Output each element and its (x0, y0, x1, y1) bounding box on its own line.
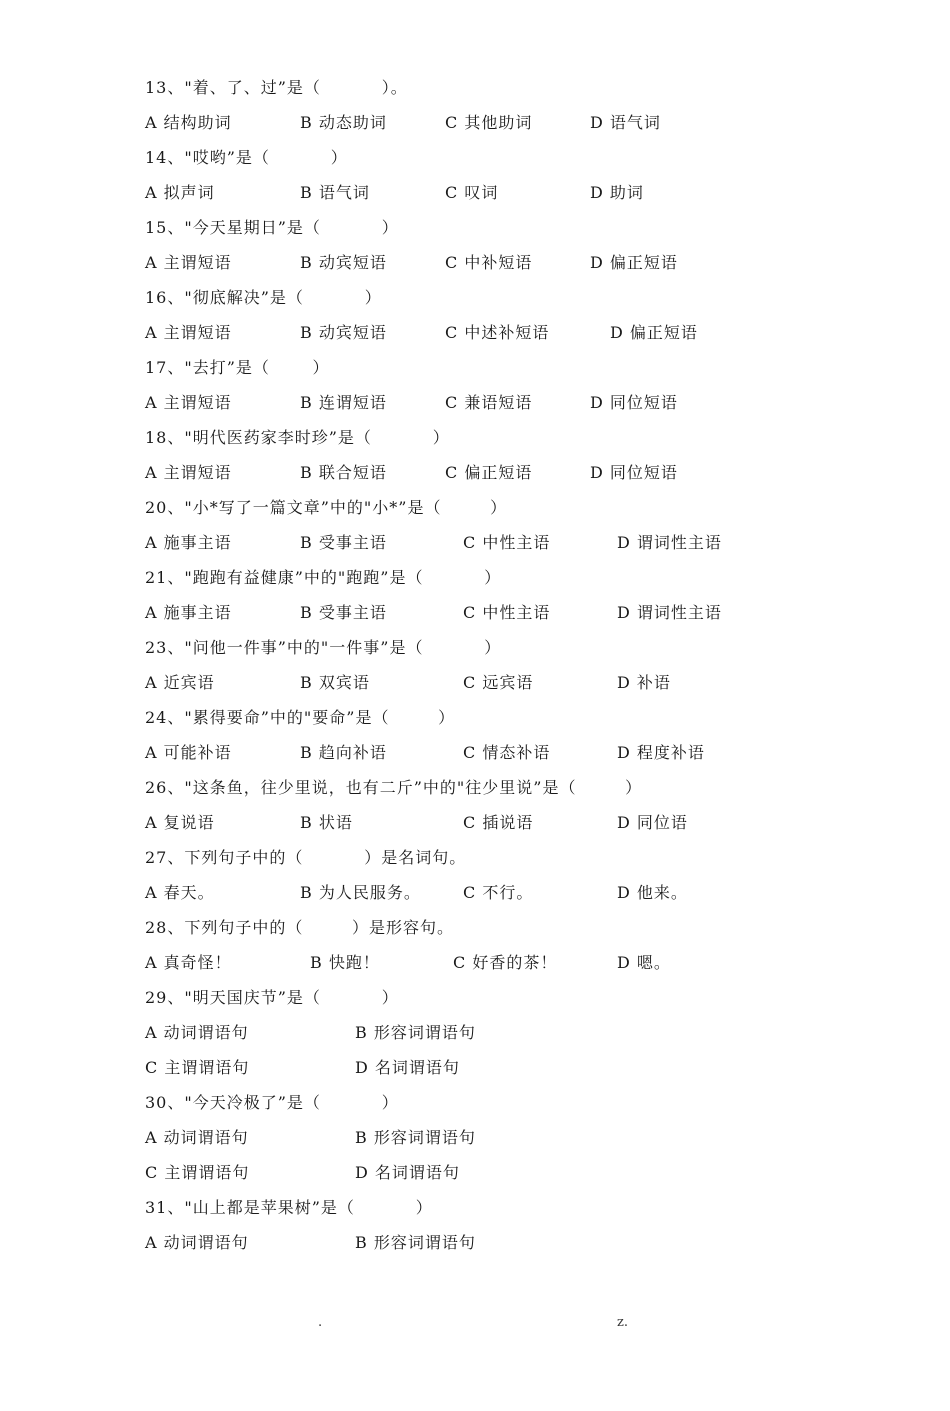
option-16-c: C 中述补短语 (445, 323, 550, 342)
option-21-d: D 谓词性主语 (617, 603, 722, 622)
option-15-b: B 动宾短语 (300, 253, 387, 272)
question-28: 28、下列句子中的（ ）是形容句。 (145, 918, 455, 937)
option-28-b: B 快跑！ (310, 953, 380, 972)
option-14-c: C 叹词 (445, 183, 499, 202)
option-23-b: B 双宾语 (300, 673, 370, 692)
question-26: 26、"这条鱼，往少里说，也有二斤”中的"往少里说”是（ ） (145, 778, 643, 797)
question-16: 16、"彻底解决”是（ ） (145, 288, 382, 307)
question-23: 23、"问他一件事”中的"一件事”是（ ） (145, 638, 502, 657)
question-24: 24、"累得要命”中的"要命”是（ ） (145, 708, 456, 727)
option-28-d: D 嗯。 (617, 953, 671, 972)
option-31-a: A 动词谓语句 (145, 1233, 249, 1252)
question-13: 13、"着、了、过”是（ ）。 (145, 78, 408, 97)
option-30-a: A 动词谓语句 (145, 1128, 249, 1147)
option-27-a: A 春天。 (145, 883, 215, 902)
option-28-a: A 真奇怪！ (145, 953, 232, 972)
option-16-d: D 偏正短语 (610, 323, 698, 342)
option-26-b: B 状语 (300, 813, 353, 832)
option-29-b: B 形容词谓语句 (355, 1023, 476, 1042)
option-20-a: A 施事主语 (145, 533, 232, 552)
option-28-c: C 好香的茶！ (453, 953, 558, 972)
option-30-b: B 形容词谓语句 (355, 1128, 476, 1147)
option-17-d: D 同位短语 (590, 393, 678, 412)
option-17-a: A 主谓短语 (145, 393, 232, 412)
option-21-c: C 中性主语 (463, 603, 551, 622)
option-13-a: A 结构助词 (145, 113, 232, 132)
option-26-a: A 复说语 (145, 813, 215, 832)
option-26-d: D 同位语 (617, 813, 688, 832)
question-29: 29、"明天国庆节”是（ ） (145, 988, 399, 1007)
question-15: 15、"今天星期日”是（ ） (145, 218, 399, 237)
question-30: 30、"今天冷极了”是（ ） (145, 1093, 399, 1112)
option-27-b: B 为人民服务。 (300, 883, 421, 902)
footer-right-mark: z. (617, 1315, 628, 1330)
option-21-a: A 施事主语 (145, 603, 232, 622)
option-26-c: C 插说语 (463, 813, 534, 832)
option-23-c: C 远宾语 (463, 673, 534, 692)
question-20: 20、"小*写了一篇文章”中的"小*”是（ ） (145, 498, 508, 517)
option-18-c: C 偏正短语 (445, 463, 533, 482)
option-20-b: B 受事主语 (300, 533, 387, 552)
option-14-d: D 助词 (590, 183, 644, 202)
question-17: 17、"去打”是（ ） (145, 358, 330, 377)
option-18-b: B 联合短语 (300, 463, 387, 482)
option-30-c: C 主谓谓语句 (145, 1163, 250, 1182)
option-14-a: A 拟声词 (145, 183, 215, 202)
option-17-b: B 连谓短语 (300, 393, 387, 412)
option-15-d: D 偏正短语 (590, 253, 678, 272)
option-31-b: B 形容词谓语句 (355, 1233, 476, 1252)
option-27-c: C 不行。 (463, 883, 534, 902)
option-21-b: B 受事主语 (300, 603, 387, 622)
option-13-d: D 语气词 (590, 113, 661, 132)
question-18: 18、"明代医药家李时珍”是（ ） (145, 428, 450, 447)
question-21: 21、"跑跑有益健康”中的"跑跑”是（ ） (145, 568, 502, 587)
option-13-c: C 其他助词 (445, 113, 533, 132)
option-16-a: A 主谓短语 (145, 323, 232, 342)
option-24-c: C 情态补语 (463, 743, 551, 762)
option-29-a: A 动词谓语句 (145, 1023, 249, 1042)
option-29-c: C 主谓谓语句 (145, 1058, 250, 1077)
option-18-d: D 同位短语 (590, 463, 678, 482)
option-24-b: B 趋向补语 (300, 743, 387, 762)
option-24-a: A 可能补语 (145, 743, 232, 762)
option-13-b: B 动态助词 (300, 113, 387, 132)
option-16-b: B 动宾短语 (300, 323, 387, 342)
footer-left-mark: . (318, 1315, 323, 1330)
option-14-b: B 语气词 (300, 183, 370, 202)
option-15-c: C 中补短语 (445, 253, 533, 272)
question-31: 31、"山上都是苹果树”是（ ） (145, 1198, 433, 1217)
option-24-d: D 程度补语 (617, 743, 705, 762)
option-27-d: D 他来。 (617, 883, 688, 902)
option-23-a: A 近宾语 (145, 673, 215, 692)
option-20-d: D 谓词性主语 (617, 533, 722, 552)
question-27: 27、下列句子中的（ ）是名词句。 (145, 848, 467, 867)
option-18-a: A 主谓短语 (145, 463, 232, 482)
question-14: 14、"哎哟”是（ ） (145, 148, 348, 167)
option-29-d: D 名词谓语句 (355, 1058, 460, 1077)
option-23-d: D 补语 (617, 673, 671, 692)
option-17-c: C 兼语短语 (445, 393, 533, 412)
option-15-a: A 主谓短语 (145, 253, 232, 272)
option-30-d: D 名词谓语句 (355, 1163, 460, 1182)
option-20-c: C 中性主语 (463, 533, 551, 552)
